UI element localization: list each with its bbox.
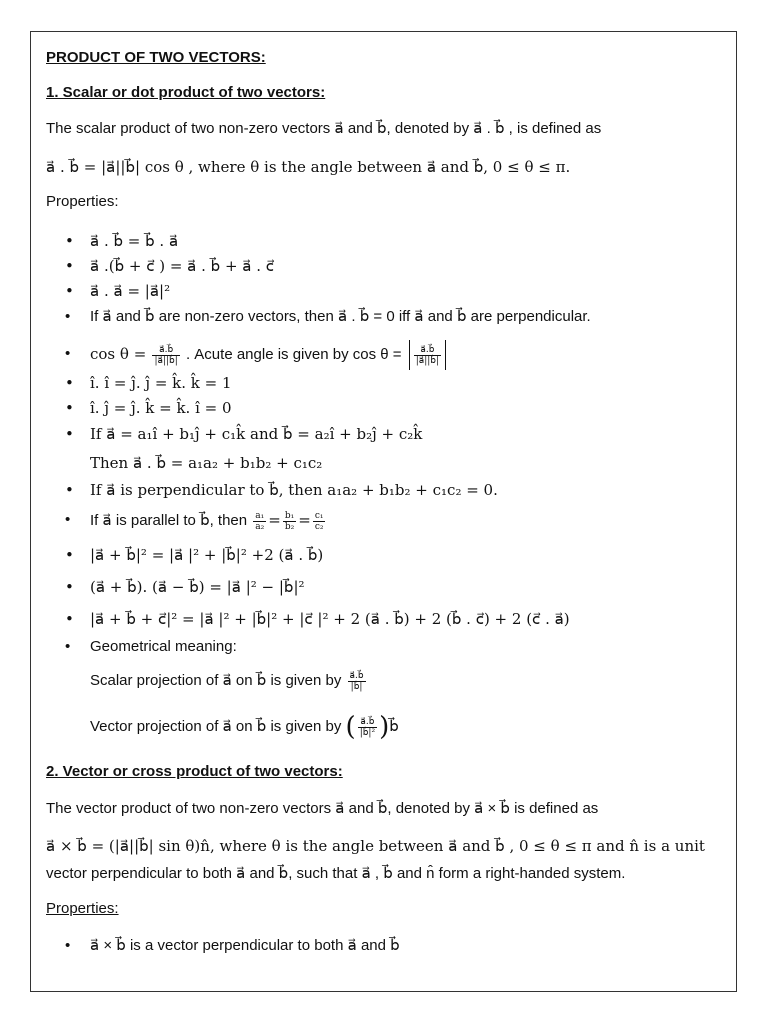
ratio-b-numerator: b₁ xyxy=(284,510,295,521)
section2-heading: 2. Vector or cross product of two vectors: xyxy=(46,763,343,780)
section1-heading: 1. Scalar or dot product of two vectors: xyxy=(46,84,326,101)
cos-fraction-numerator: a⃗.b⃗ xyxy=(152,345,179,356)
ratio-b xyxy=(283,511,296,532)
ratio-c xyxy=(313,511,326,532)
vector-projection-text: Vector projection of a⃗ on b⃗ is given by xyxy=(90,718,342,735)
cos-fraction xyxy=(152,345,179,366)
section2-definition-cont: vector perpendicular to both a⃗ and b⃗, such that a⃗ , b⃗ and n̂ form a right-handed system. xyxy=(46,865,626,882)
ratio-c-denominator: c₂ xyxy=(314,521,324,532)
section2-intro-line1: The vector product of two non-zero vectors a⃗ and b⃗, denoted by a⃗ × b⃗ is defined as xyxy=(46,800,599,817)
vector-projection xyxy=(90,706,399,746)
component-dot-product: Then a⃗ . b⃗ = a₁a₂ + b₁b₂ + c₁c₂ xyxy=(90,454,323,472)
section2-definition: a⃗ × b⃗ = (|a⃗||b⃗| sin θ)n̂, where θ is the angle between a⃗ and b⃗ , 0 ≤ θ ≤ π and n̂ is a unit xyxy=(46,837,705,855)
scalar-projection xyxy=(90,665,368,697)
section1-definition: a⃗ . b⃗ = |a⃗||b⃗| cos θ , where θ is the angle between a⃗ and b⃗, 0 ≤ θ ≤ π. xyxy=(46,158,571,176)
ratio-b-denominator: b₂ xyxy=(284,521,295,532)
perpendicular-condition: • If a⃗ is perpendicular to b⃗, then a₁a₂ + b₁b₂ + c₁c₂ = 0. xyxy=(90,480,498,500)
dot-property-commutative: • a⃗ . b⃗ = b⃗ . a⃗ xyxy=(90,231,178,251)
ratio-c-numerator: c₁ xyxy=(314,510,324,521)
abs-value-bars xyxy=(409,340,446,370)
dot-property-perpendicular: • If a⃗ and b⃗ are non-zero vectors, then a⃗ . b⃗ = 0 iff a⃗ and b⃗ are perpendicular. xyxy=(90,307,591,327)
vector-projection-fraction xyxy=(358,717,377,738)
acute-fraction-numerator: a⃗.b⃗ xyxy=(414,345,441,356)
ratio-a-denominator: a₂ xyxy=(255,521,265,532)
scalar-projection-denominator: |b⃗| xyxy=(350,681,363,692)
cross-property-perpendicular: • a⃗ × b⃗ is a vector perpendicular to both a⃗ and b⃗ xyxy=(90,936,400,956)
vector-projection-denominator: |b⃗|² xyxy=(359,727,376,738)
scalar-projection-fraction xyxy=(348,671,366,692)
ratio-a-numerator: a₁ xyxy=(255,510,265,521)
geometrical-meaning: • Geometrical meaning: xyxy=(90,637,237,657)
section2-properties-label: Properties: xyxy=(46,900,119,917)
dot-property-self: • a⃗ . a⃗ = |a⃗|² xyxy=(90,281,170,301)
dot-property-cos-angle xyxy=(90,339,446,369)
vector-projection-direction: b⃗ xyxy=(389,717,399,735)
vector-projection-numerator: a⃗.b⃗ xyxy=(358,717,377,728)
three-vector-magnitude: • |a⃗ + b⃗ + c⃗|² = |a⃗ |² + |b⃗|² + |c⃗ |² + 2 (a⃗ . b⃗) + 2 (b⃗ . c⃗) + 2 (c⃗ . a⃗) xyxy=(90,609,570,629)
cos-fraction-denominator: |a⃗||b⃗| xyxy=(154,355,178,366)
scalar-projection-numerator: a⃗.b⃗ xyxy=(349,670,364,681)
unit-vector-cross-products: • î. ĵ = ĵ. k̂ = k̂. î = 0 xyxy=(90,398,232,418)
left-paren: ( xyxy=(345,712,356,743)
dot-property-distributive: • a⃗ .(b⃗ + c⃗ ) = a⃗ . b⃗ + a⃗ . c⃗ xyxy=(90,256,274,276)
scalar-projection-text: Scalar projection of a⃗ on b⃗ is given by xyxy=(90,672,342,689)
section1-properties-label: Properties: xyxy=(46,193,119,210)
cos-expression: cos θ = xyxy=(90,345,147,363)
parallel-text: If a⃗ is parallel to b⃗, then xyxy=(90,512,248,529)
document-title: PRODUCT OF TWO VECTORS: xyxy=(46,49,266,66)
unit-vector-self-products: • î. î = ĵ. ĵ = k̂. k̂ = 1 xyxy=(90,373,232,393)
sum-difference-product: • (a⃗ + b⃗). (a⃗ − b⃗) = |a⃗ |² − |b⃗|² xyxy=(90,577,305,597)
acute-angle-text: . Acute angle is given by cos θ = xyxy=(185,346,402,363)
component-form: • If a⃗ = a₁î + b₁ĵ + c₁k̂ and b⃗ = a₂î + b₂ĵ + c₂k̂ xyxy=(90,424,422,444)
acute-fraction-denominator: |a⃗||b⃗| xyxy=(415,355,440,366)
equals-sign: = xyxy=(268,511,281,529)
sum-magnitude-squared: • |a⃗ + b⃗|² = |a⃗ |² + |b⃗|² +2 (a⃗ . b⃗) xyxy=(90,545,323,565)
equals-sign: = xyxy=(298,511,311,529)
ratio-a xyxy=(253,511,266,532)
acute-fraction xyxy=(414,345,441,366)
right-paren: ) xyxy=(379,712,390,743)
section1-intro-line1: The scalar product of two non-zero vectors a⃗ and b⃗, denoted by a⃗ . b⃗ , is defined as xyxy=(46,120,602,137)
parallel-condition xyxy=(90,505,327,535)
